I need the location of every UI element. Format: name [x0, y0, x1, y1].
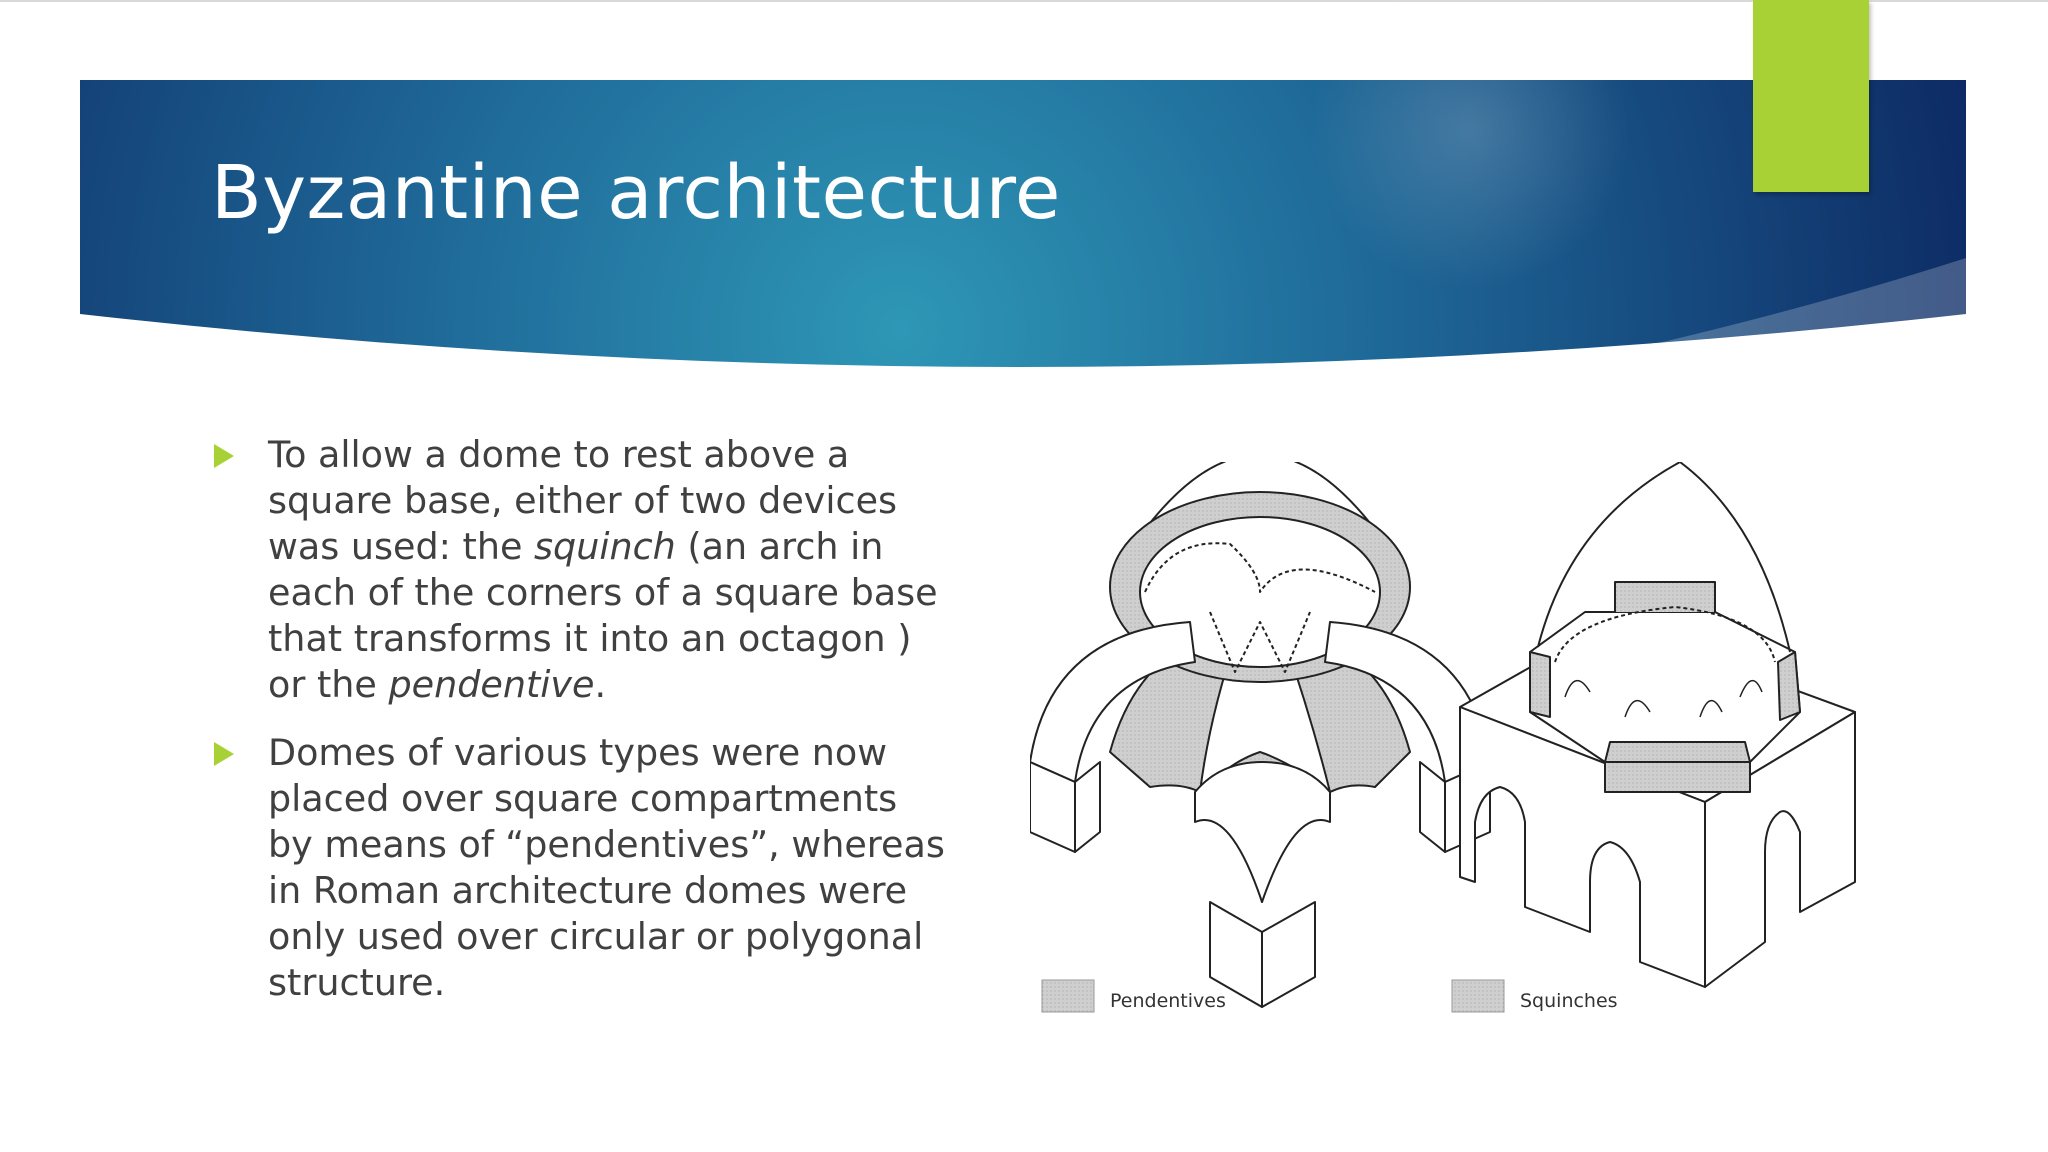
- bullet-list: [210, 432, 950, 1028]
- dome-diagram-figure: [1030, 462, 1870, 1042]
- squinch-term: squinch: [534, 525, 676, 568]
- squinches-legend-swatch: [1452, 980, 1504, 1012]
- accent-tab: [1753, 0, 1869, 192]
- squinches-legend-label: Squinches: [1520, 990, 1618, 1012]
- bullet-arrow-icon: [214, 444, 234, 468]
- bullet-text: To allow a dome to rest above a square base, either of two devices was used: the: [268, 433, 898, 568]
- bullet-text: .: [594, 663, 607, 706]
- bullet-text: (an arch in each of the corners of a square base that transforms it into an octagon ) or the: [268, 525, 938, 706]
- bullet-item: [210, 432, 950, 708]
- bullet-arrow-icon: [214, 742, 234, 766]
- pendentives-legend-label: Pendentives: [1110, 990, 1226, 1012]
- pendentive-term: pendentive: [388, 663, 595, 706]
- bullet-item: [210, 730, 950, 1006]
- slide-title: Byzantine architecture: [211, 150, 1061, 236]
- pendentives-illustration: [1030, 462, 1490, 1007]
- pendentives-legend-swatch: [1042, 980, 1094, 1012]
- squinches-illustration: [1460, 462, 1855, 987]
- bullet-text: Domes of various types were now placed over square compartments by means of “pendentives”, whereas in Roman architecture domes were only used over circular or polygonal structure.: [268, 731, 945, 1004]
